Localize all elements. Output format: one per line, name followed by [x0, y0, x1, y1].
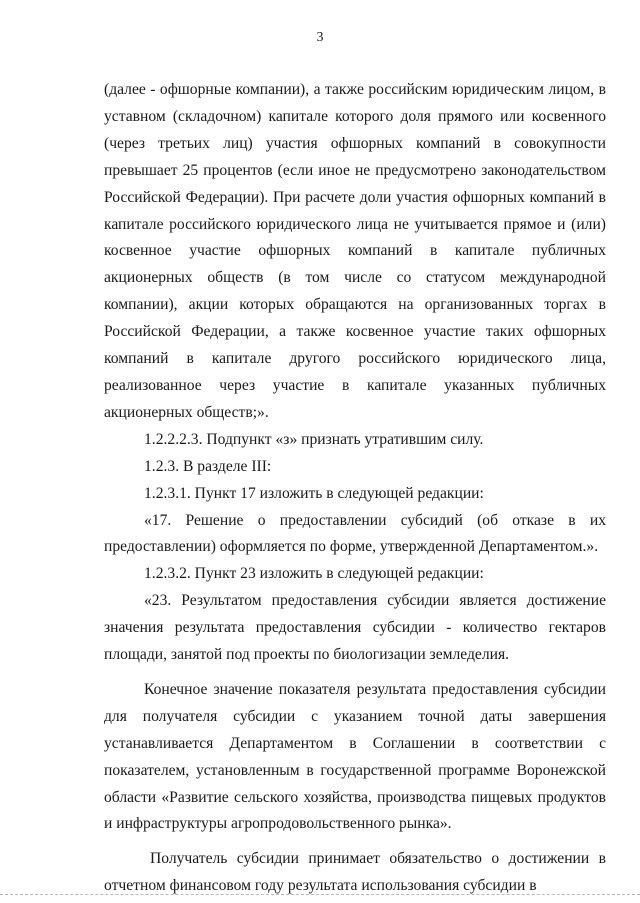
- document-body: [104, 77, 606, 900]
- paragraph-1-2-3: 1.2.3. В разделе III:: [144, 457, 272, 475]
- paragraph-recipient-obligation: Получатель субсидии принимает обязательство о достижении в отчетном финансовом году результата использования субсидии в: [104, 850, 606, 895]
- paragraph-1-2-2-2-3: 1.2.2.2.3. Подпункт «з» признать утратившим силу.: [144, 430, 484, 448]
- paragraph-1-2-3-2: 1.2.3.2. Пункт 23 изложить в следующей редакции:: [144, 565, 484, 583]
- paragraph-final-indicator: Конечное значение показателя результата предоставления субсидии для получателя субсидии с указанием точной даты завершения устанавливается Департаментом в Соглашении в соответствии с показателем, установленным в государственной программе Воронежской области «Развитие сельского хозяйства, производства пищевых продуктов и инфраструктуры агропродовольственного рынка».: [104, 680, 606, 833]
- paragraph-offshore-definition: (далее - офшорные компании), а также российским юридическим лицом, в уставном (складочном) капитале которого доля прямого или косвенного (через третьих лиц) участия офшорных компаний в совокупности превышает 25 процентов (если иное не предусмотрено законодательством Российской Федерации). При расчете доли участия офшорных компаний в капитале российского юридического лица не учитывается прямое и (или) косвенное участие офшорных компаний в капитале публичных акционерных обществ (в том числе со статусом международной компании), акции которых обращаются на организованных торгах в Российской Федерации, а также косвенное участие таких офшорных компаний в капитале другого российского юридического лица, реализованное через участие в капитале указанных публичных акционерных обществ;».: [104, 81, 606, 421]
- paragraph-point-23: «23. Результатом предоставления субсидии является достижение значения результата предоставления субсидии - количество гектаров площади, занятой под проекты по биологизации земледелия.: [104, 592, 606, 664]
- scan-edge-line: [0, 894, 640, 896]
- paragraph-point-17: «17. Решение о предоставлении субсидий (об отказе в их предоставлении) оформляется по форме, утвержденной Департаментом.».: [104, 511, 606, 556]
- paragraph-1-2-3-1: 1.2.3.1. Пункт 17 изложить в следующей редакции:: [144, 484, 484, 502]
- page-number: 3: [316, 30, 324, 45]
